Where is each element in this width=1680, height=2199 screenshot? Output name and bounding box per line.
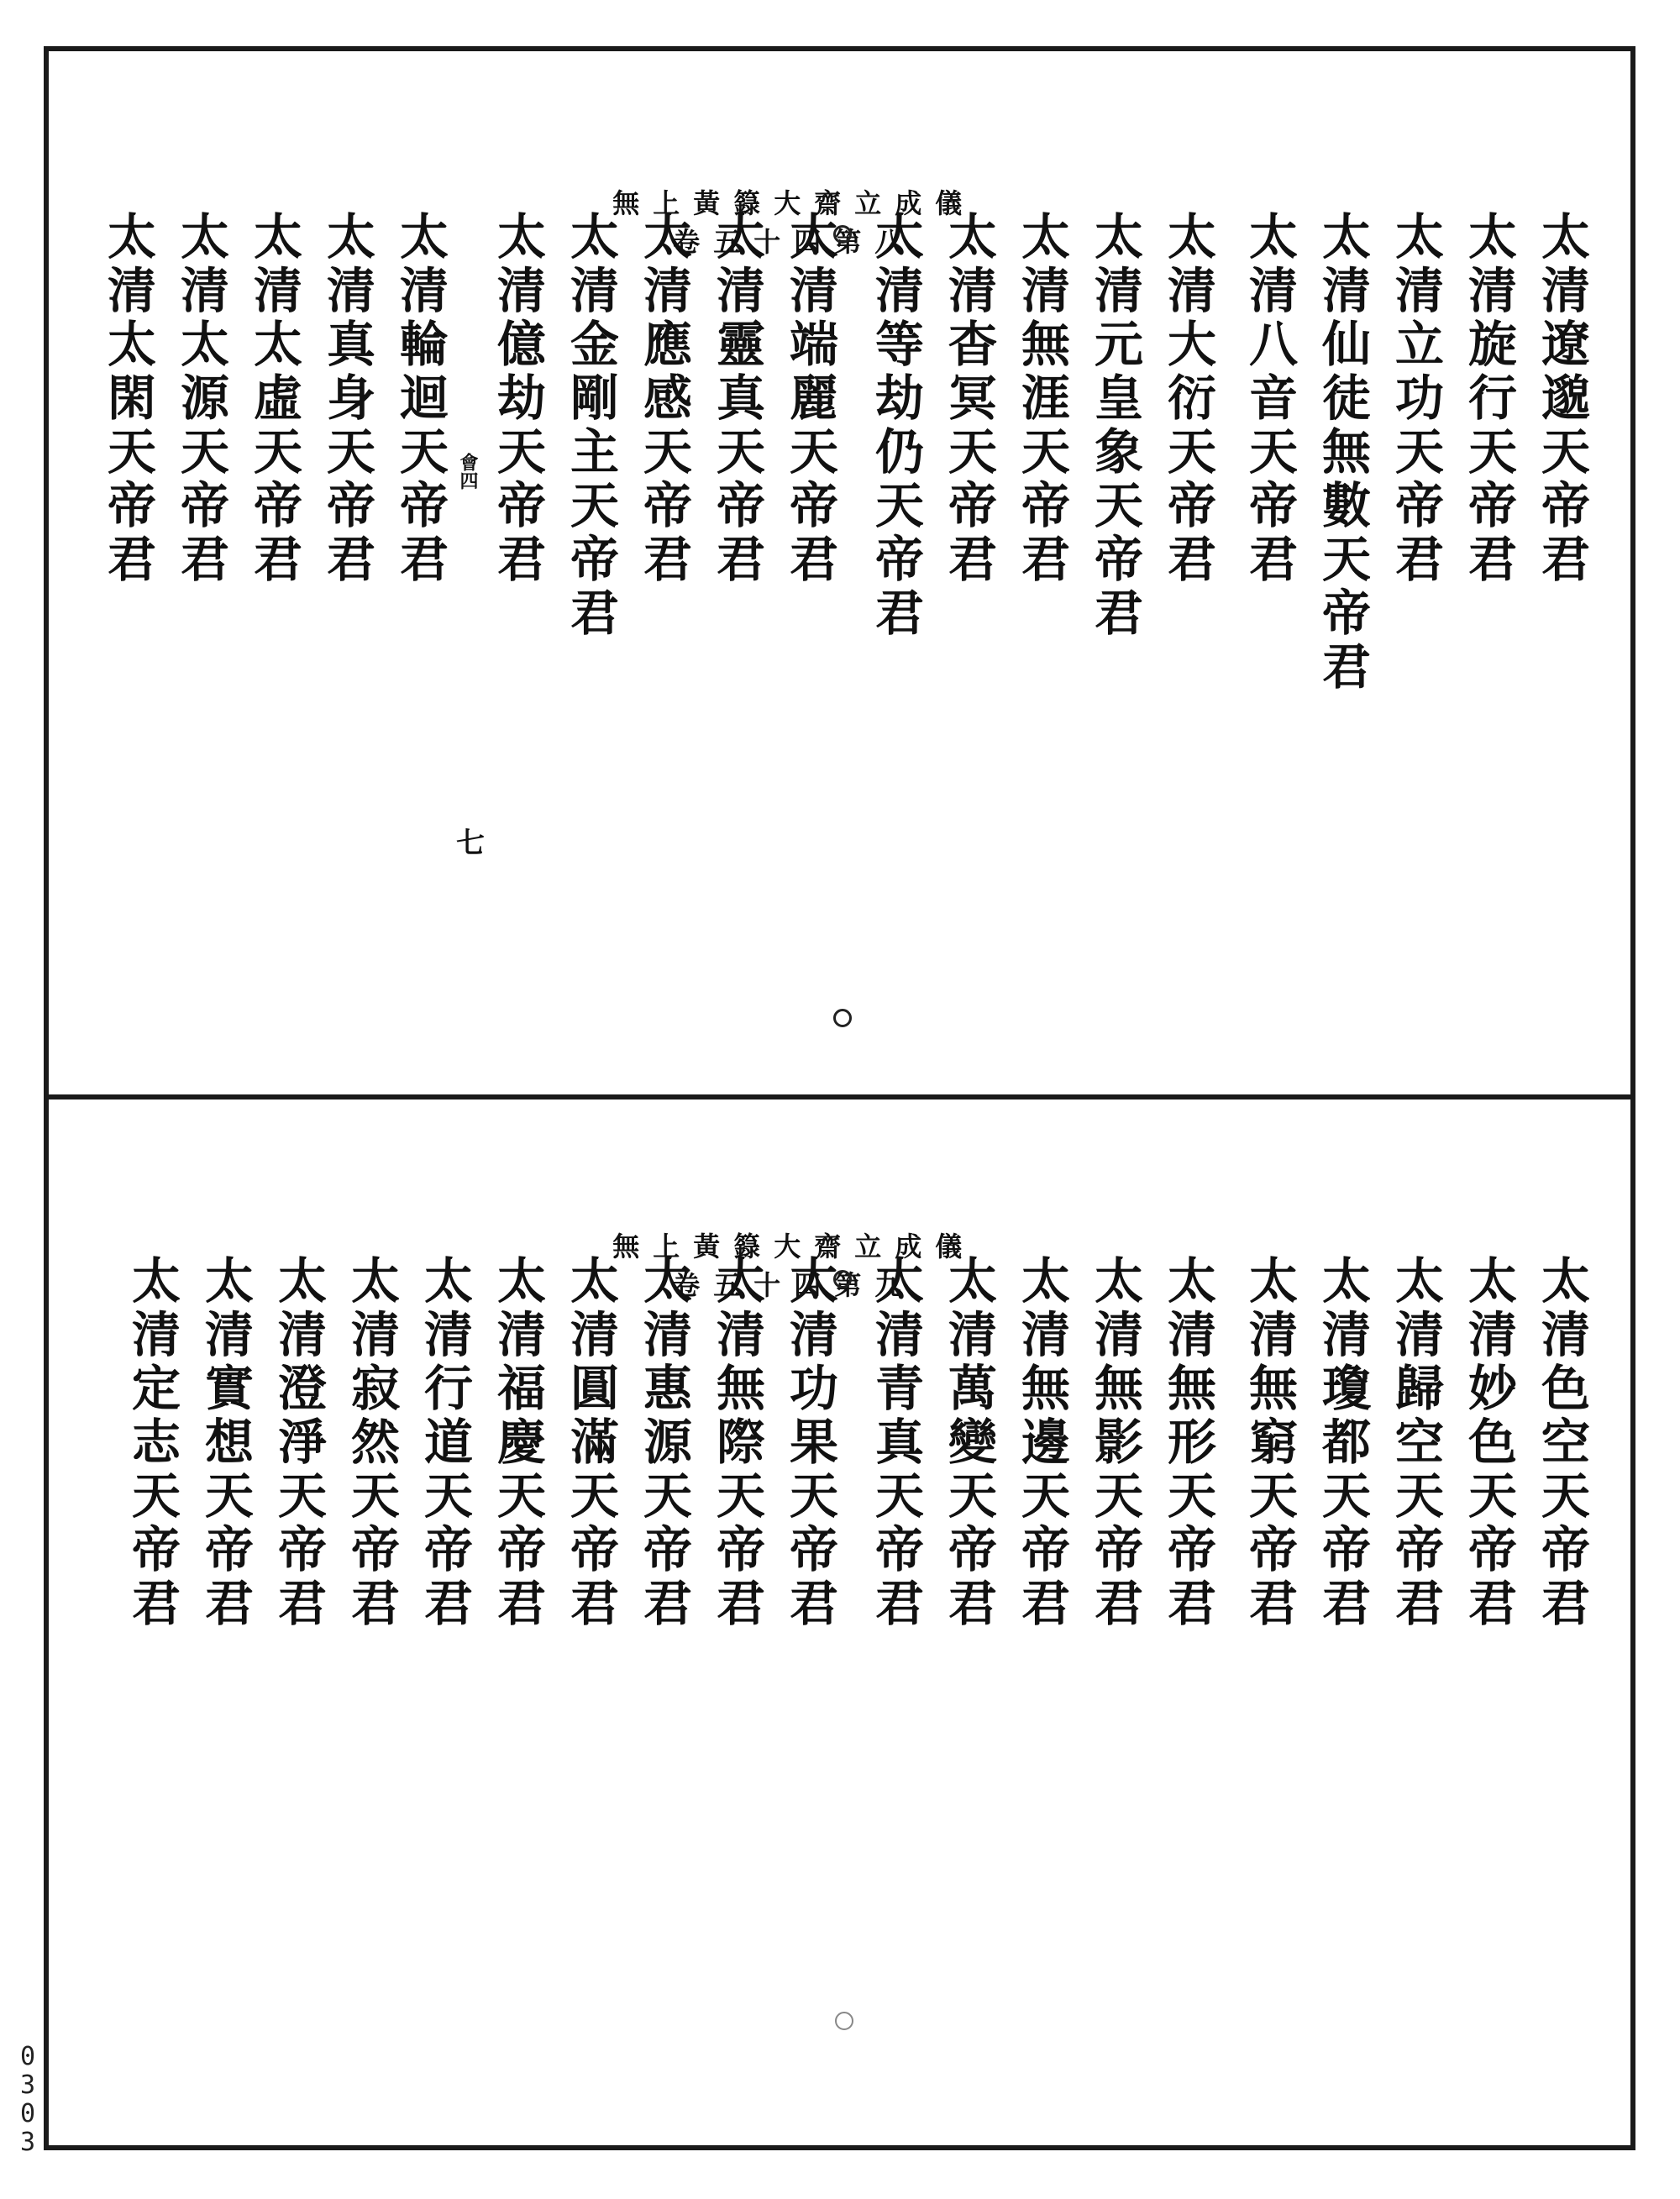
bottom-text-columns xyxy=(49,1100,1630,2145)
side-number-digit: 0 xyxy=(19,2042,36,2071)
text-column: 太清福慶天帝君 xyxy=(489,1255,546,1631)
text-column: 太清真身天帝君 xyxy=(318,211,375,587)
punctuation-circle xyxy=(835,2012,853,2030)
text-column: 太清元皇象天帝君 xyxy=(1086,211,1143,641)
text-column: 太清青真天帝君 xyxy=(867,1255,924,1631)
text-column: 太清太源天帝君 xyxy=(172,211,229,587)
text-column: 太清無邊天帝君 xyxy=(1013,1255,1070,1631)
text-column: 太清惠源天帝君 xyxy=(635,1255,692,1631)
text-column: 太清無涯天帝君 xyxy=(1013,211,1070,587)
bottom-page-panel xyxy=(49,1100,1630,2145)
text-column: 太清立功天帝君 xyxy=(1387,211,1444,587)
text-column: 太清無際天帝君 xyxy=(708,1255,765,1631)
text-column: 太清瓊都天帝君 xyxy=(1314,1255,1371,1631)
text-column: 太清靈真天帝君 xyxy=(708,211,765,587)
text-column: 太清功果天帝君 xyxy=(781,1255,838,1631)
top-page-panel xyxy=(49,51,1630,1094)
text-column: 太清太閑天帝君 xyxy=(99,211,156,587)
text-column: 太清無影天帝君 xyxy=(1086,1255,1143,1631)
margin-note: 會四 xyxy=(457,453,479,490)
punctuation-circle xyxy=(833,1270,852,1288)
text-column: 太清無窮天帝君 xyxy=(1241,1255,1298,1631)
text-column: 太清億劫天帝君 xyxy=(489,211,546,587)
side-page-number xyxy=(17,2043,39,2157)
text-column: 太清圓滿天帝君 xyxy=(562,1255,619,1631)
text-column: 太清端麗天帝君 xyxy=(781,211,838,587)
text-column: 太清八音天帝君 xyxy=(1241,211,1298,587)
text-column: 太清金剛主天帝君 xyxy=(562,211,619,641)
bottom-header-title: 無上黃籙大齋立成儀 xyxy=(612,1231,976,1262)
text-column: 太清太虛天帝君 xyxy=(245,211,302,587)
text-column: 太清定志天帝君 xyxy=(123,1255,181,1631)
bottom-header-volume: 卷五十四第九 xyxy=(673,1269,916,1301)
text-column: 太清色空天帝君 xyxy=(1533,1255,1590,1631)
top-header-title: 無上黃籙大齋立成儀 xyxy=(612,187,976,219)
text-column: 太清萬變天帝君 xyxy=(940,1255,997,1631)
text-column: 太清遼邈天帝君 xyxy=(1533,211,1590,587)
text-column: 太清大衍天帝君 xyxy=(1159,211,1216,587)
text-column: 太清妙色天帝君 xyxy=(1460,1255,1517,1631)
page-number: 七 xyxy=(456,827,485,860)
text-column: 太清旋行天帝君 xyxy=(1460,211,1517,587)
text-column: 太清應感天帝君 xyxy=(635,211,692,587)
side-number-digit: 3 xyxy=(19,2128,36,2157)
side-number-digit: 0 xyxy=(19,2099,36,2128)
text-column: 太清無形天帝君 xyxy=(1159,1255,1216,1631)
text-column: 太清輪迴天帝君 xyxy=(391,211,449,587)
text-column: 太清行道天帝君 xyxy=(416,1255,473,1631)
text-column: 太清仙徒無數天帝君 xyxy=(1314,211,1371,695)
punctuation-circle xyxy=(833,225,852,244)
text-column: 太清寂然天帝君 xyxy=(343,1255,400,1631)
text-column: 太清杳冥天帝君 xyxy=(940,211,997,587)
text-column: 太清澄淨天帝君 xyxy=(270,1255,327,1631)
punctuation-circle xyxy=(833,1009,852,1027)
top-header-volume: 卷五十四第八 xyxy=(673,226,916,258)
text-column: 太清歸空天帝君 xyxy=(1387,1255,1444,1631)
side-number-digit: 3 xyxy=(19,2070,36,2100)
top-text-columns xyxy=(49,51,1630,1094)
text-column: 太清實想天帝君 xyxy=(197,1255,254,1631)
text-column: 太清等劫仍天帝君 xyxy=(867,211,924,641)
